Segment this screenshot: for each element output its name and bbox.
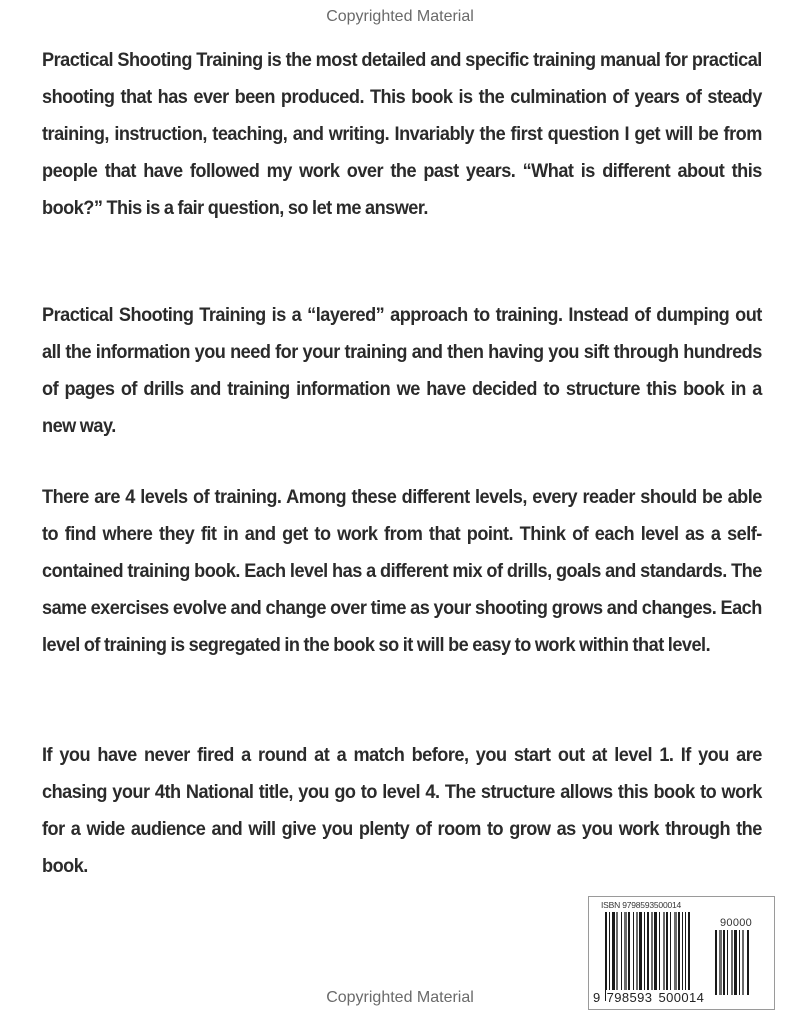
isbn-digit-prefix: 9 <box>593 990 601 1005</box>
paragraph-intro <box>42 42 762 227</box>
copyright-watermark-bottom: Copyrighted Material <box>326 989 474 1006</box>
isbn-digits-left: 798593 <box>606 990 653 1005</box>
paragraph-text: There are 4 levels of training. Among these different levels, every reader should be able to find where they fit in and get to work from that point. Think of each level as a self-contained training book. Each level has a different mix of drills, goals and standards. The same exercises evolve and change over time as your shooting grows and changes. Each level of training is segregated in the book so it will be easy to work within that level. <box>42 486 762 656</box>
isbn-digits-right: 500014 <box>658 990 705 1005</box>
paragraph-text: Practical Shooting Training is a “layered” approach to training. Instead of dumping out all the information you need for your training and then having you sift through hundreds of pages of drills and training information we have decided to structure this book in a new way. <box>42 304 762 437</box>
paragraph-text: If you have never fired a round at a match before, you start out at level 1. If you are chasing your 4th National title, you go to level 4. The structure allows this book to work for a wide audience and will give you plenty of room to grow as you work through the book. <box>42 744 762 877</box>
paragraph-text: Practical Shooting Training is the most detailed and specific training manual for practical shooting that has ever been produced. This book is the culmination of years of steady training, instruction, teaching, and writing. Invariably the first question I get will be from people that have followed my work over the past years. “What is different about this book?” This is a fair question, so let me answer. <box>42 49 762 219</box>
addon-bars-icon <box>715 930 749 995</box>
price-addon-label: 90000 <box>720 917 753 929</box>
copyright-watermark-top: Copyrighted Material <box>326 8 474 25</box>
isbn-label: ISBN 9798593500014 <box>601 900 682 910</box>
paragraph-levels <box>42 479 762 664</box>
paragraph-audience <box>42 737 762 885</box>
barcode-bars-icon <box>605 912 704 1001</box>
paragraph-layered-approach <box>42 297 762 445</box>
